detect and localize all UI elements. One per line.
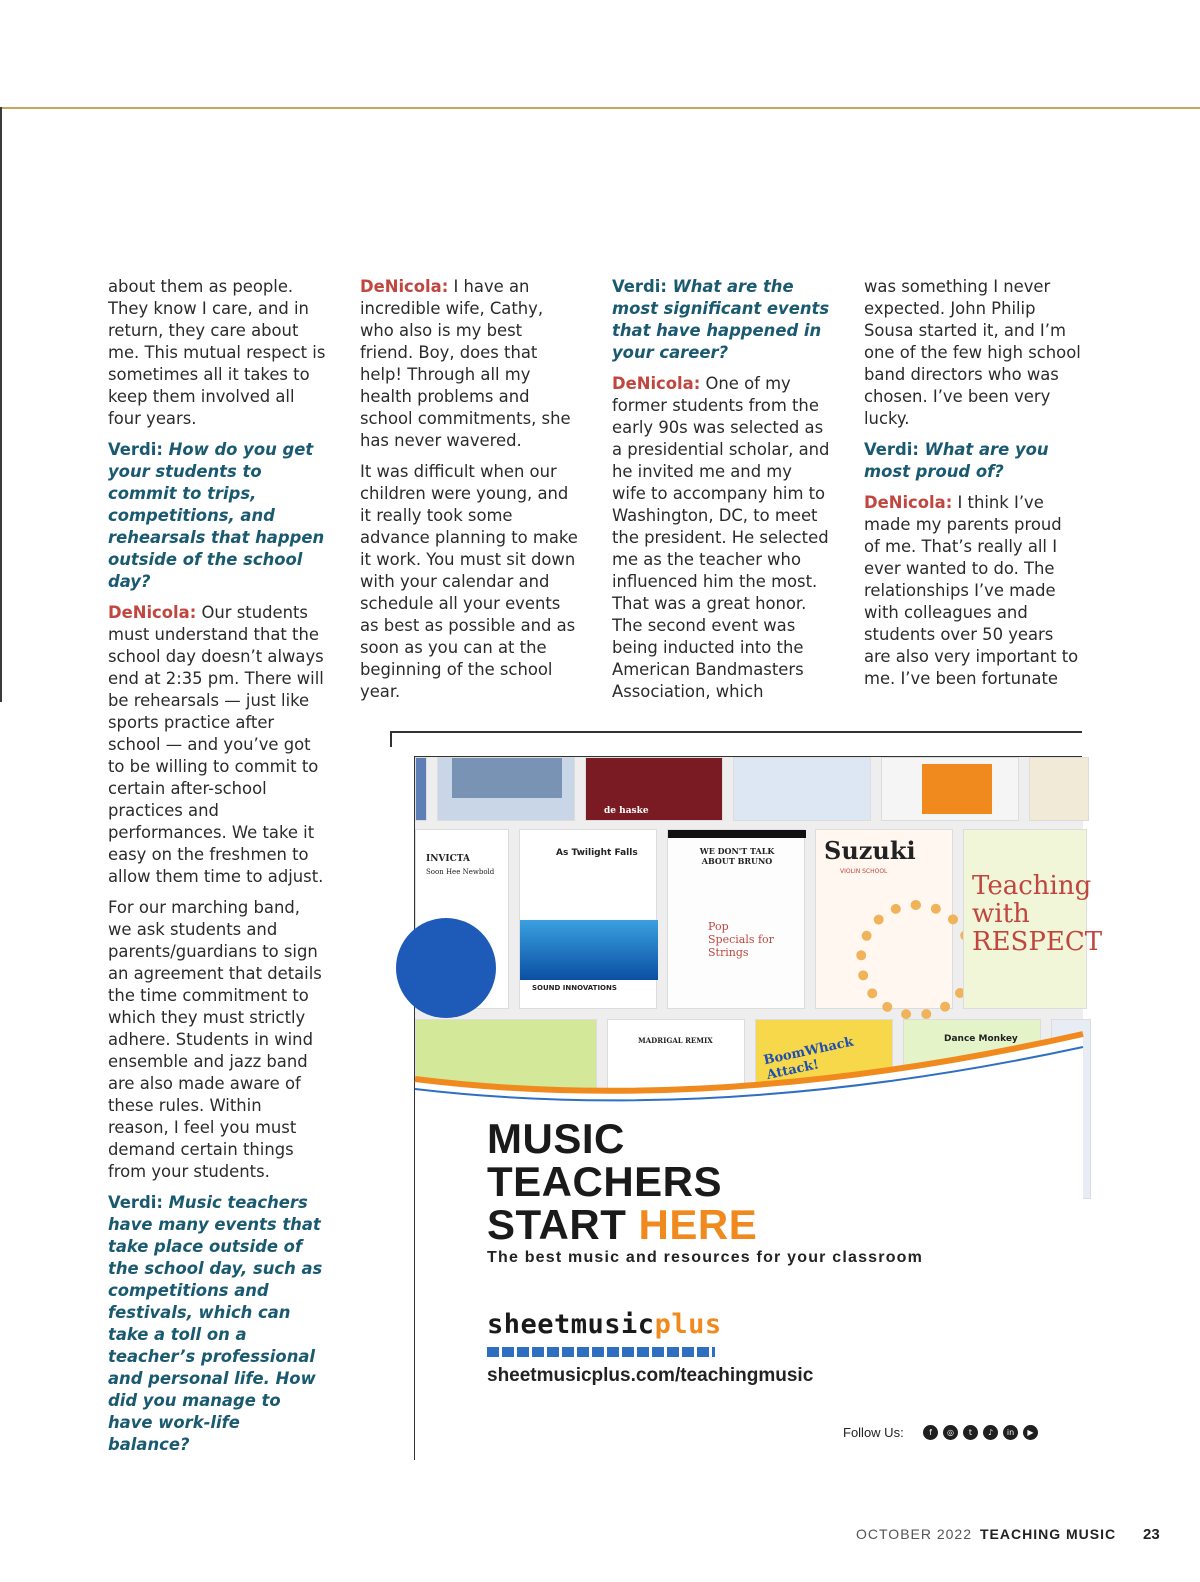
interview-answer <box>360 276 578 452</box>
paragraph-text: I think I’ve made my parents proud of me. That’s really all I ever wanted to do. The relationships I’ve made with colleagues and students over 50 years are also very important to me. I’ve been fortunate <box>864 493 1079 688</box>
article-column-1 <box>108 276 326 1465</box>
ad-frame-top <box>390 731 1082 733</box>
paragraph-text: One of my former students from the early 90s was selected as a presidential scholar, and he invited me and my wife to accompany him to Washington, DC, to meet the president. He selected me as the teacher who influenced him the most. That was a great honor. The second event was being inducted into the American Bandmasters Association, which <box>612 374 830 701</box>
ad-frame-corner <box>390 731 392 747</box>
interview-answer <box>108 276 326 430</box>
cover-invicta: INVICTA Soon Hee Newbold <box>415 829 509 1009</box>
speaker-label: DeNicola: <box>612 374 701 393</box>
footer-issue-date: OCTOBER 2022 <box>856 1526 973 1542</box>
paragraph-text: For our marching band, we ask students and parents/guardians to sign an agreement that details the time commitment to which they must strictly adhere. Students in wind ensemble and jazz band are also made aware of these rules. Within reason, I feel you must demand certain things from your students. <box>108 898 322 1181</box>
speaker-label: Verdi: <box>864 440 919 459</box>
ad-tagline: The best music and resources for your classroom <box>487 1249 924 1266</box>
logo-dots <box>487 1347 715 1357</box>
article-column-3 <box>612 276 830 712</box>
cover-boomwhack: BoomWhack Attack! <box>755 1019 893 1199</box>
speaker-label: Verdi: <box>108 440 163 459</box>
interview-answer <box>864 276 1082 430</box>
cover-bruno: WE DON'T TALK ABOUT BRUNO Pop Specials for Strings <box>667 829 805 1009</box>
youtube-icon[interactable]: ▶ <box>1023 1425 1038 1440</box>
speaker-label: DeNicola: <box>360 277 449 296</box>
interview-question <box>108 1192 326 1456</box>
sheetmusicplus-ad[interactable] <box>414 756 1103 1460</box>
article-column-2 <box>360 276 578 712</box>
sheetmusicplus-logo[interactable]: sheetmusicplus <box>487 1309 722 1340</box>
interview-answer <box>612 373 830 703</box>
facebook-icon[interactable]: f <box>923 1425 938 1440</box>
paragraph-text: What are you most proud of? <box>864 440 1049 481</box>
interview-answer <box>108 897 326 1183</box>
cover-dance-monkey: Dance Monkey <box>903 1019 1041 1199</box>
page-number: 23 <box>1143 1526 1160 1543</box>
speaker-label: DeNicola: <box>108 603 197 622</box>
cover-teaching-respect: Teaching with RESPECT <box>963 829 1087 1009</box>
interview-question <box>108 439 326 593</box>
paragraph-text: was something I never expected. John Philip Sousa started it, and I’m one of the few high school band directors who was chosen. I’ve been very lucky. <box>864 277 1081 428</box>
tiktok-icon[interactable]: ♪ <box>983 1425 998 1440</box>
paragraph-text: Our students must understand that the school day doesn’t always end at 2:35 pm. There will be rehearsals — just like sports practice after school — and you’ve got to be willing to commit to certain after-school practices and performances. We take it easy on the freshmen to allow them time to adjust. <box>108 603 324 886</box>
interview-answer <box>360 461 578 703</box>
ad-headline: MUSIC TEACHERS START HERE <box>487 1115 758 1248</box>
paragraph-text: Music teachers have many events that take place outside of the school day, such as competitions and festivals, which can take a toll on a teacher’s professional and personal life. How did you manage to have work-life balance? <box>108 1193 323 1454</box>
paragraph-text: I have an incredible wife, Cathy, who also is my best friend. Boy, does that help! Through all my health problems and school commitments, she has never wavered. <box>360 277 571 450</box>
paragraph-text: It was difficult when our children were young, and it really took some advance planning to make it work. You must sit down with your calendar and schedule all your events as best as possible and as soon as you can at the beginning of the school year. <box>360 462 578 701</box>
speaker-label: Verdi: <box>612 277 667 296</box>
left-rule <box>0 107 2 702</box>
follow-us-label: Follow Us: <box>843 1425 904 1440</box>
top-rule <box>0 107 1200 109</box>
ad-url-link[interactable]: sheetmusicplus.com/teachingmusic <box>487 1365 814 1386</box>
article-column-4 <box>864 276 1082 699</box>
interview-answer <box>864 492 1082 690</box>
interview-answer <box>108 602 326 888</box>
cover-de-haske-title: de haske <box>604 806 649 816</box>
cover-madrigal-remix: MADRIGAL REMIX <box>607 1019 745 1199</box>
footer-magazine-name: TEACHING MUSIC <box>980 1526 1117 1542</box>
cover-as-twilight-falls: As Twilight Falls SOUND INNOVATIONS <box>519 829 657 1009</box>
twitter-icon[interactable]: t <box>963 1425 978 1440</box>
speaker-label: Verdi: <box>108 1193 163 1212</box>
paragraph-text: What are the most significant events that have happened in your career? <box>612 277 830 362</box>
cover-suzuki: Suzuki VIOLIN SCHOOL <box>815 829 953 1009</box>
paragraph-text: about them as people. They know I care, and in return, they care about me. This mutual respect is sometimes all it takes to keep them involved all four years. <box>108 277 326 428</box>
interview-question <box>864 439 1082 483</box>
interview-question <box>612 276 830 364</box>
speaker-label: DeNicola: <box>864 493 953 512</box>
instagram-icon[interactable]: ◎ <box>943 1425 958 1440</box>
paragraph-text: How do you get your students to commit to trips, competitions, and rehearsals that happen outside of the school day? <box>108 440 325 591</box>
linkedin-icon[interactable]: in <box>1003 1425 1018 1440</box>
